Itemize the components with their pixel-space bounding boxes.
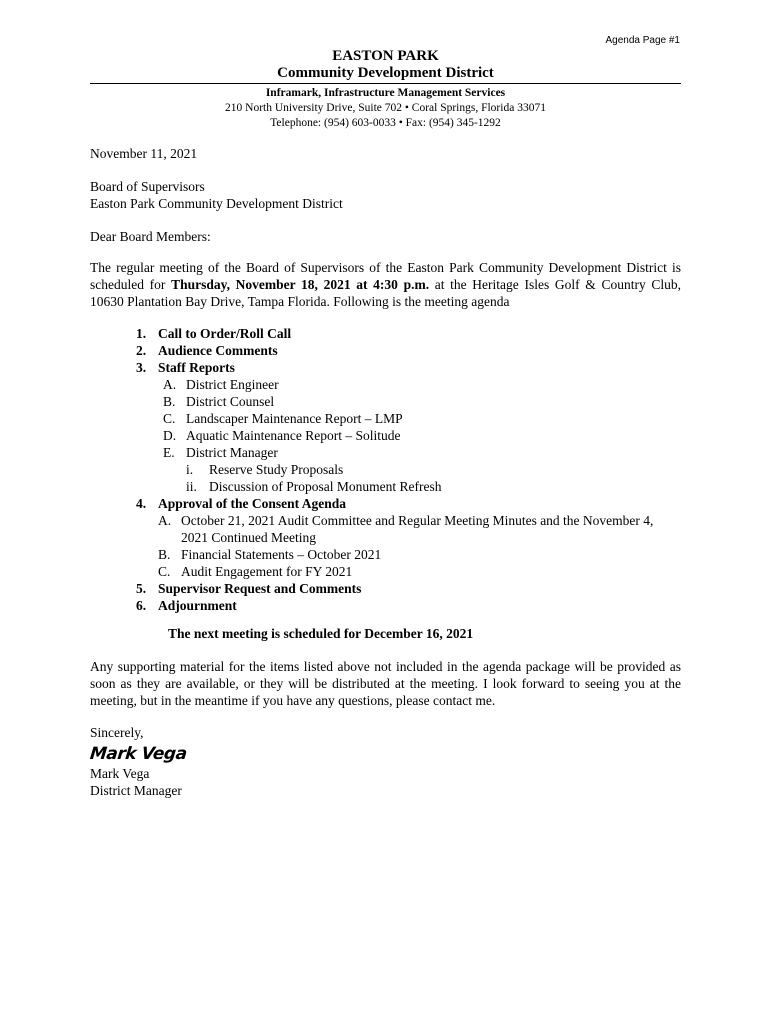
agenda-item [136, 580, 681, 597]
recipient-block [90, 178, 681, 212]
subitem-label: District Manager [186, 445, 278, 460]
closing-block [90, 724, 187, 799]
agenda-item-label: Approval of the Consent Agenda [158, 496, 347, 511]
agenda-item-number: 2. [136, 343, 147, 358]
subitem-letter: A. [163, 377, 177, 392]
agenda-item-label: Supervisor Request and Comments [158, 581, 362, 596]
subitem-letter: B. [158, 547, 171, 562]
subitem-label: Landscaper Maintenance Report – LMP [186, 411, 403, 426]
letterhead-company: Inframark, Infrastructure Management Services [265, 87, 506, 99]
agenda-item-label: Audience Comments [158, 343, 278, 358]
salutation: Dear Board Members: [90, 229, 211, 244]
closing-paragraph: Any supporting material for the items listed above not included in the agenda package will be provided as soon as they are available, or they will be distributed at the meeting. I look forward to seeing you at the meeting, but in the meantime if you have any questions, please contact me. [90, 659, 681, 708]
agenda-subsubitem [136, 461, 681, 478]
letter-date: November 11, 2021 [90, 146, 198, 161]
subitem-letter: C. [158, 564, 171, 579]
intro-text-2: at the Heritage Isles Golf & Country Club, 10630 Plantation Bay Drive, Tampa Florida. Following is the meeting agenda [90, 277, 681, 309]
agenda-subitem [136, 376, 681, 393]
agenda-subitem [136, 444, 681, 461]
subitem-label: Audit Engagement for FY 2021 [181, 564, 353, 579]
subitem-label: District Counsel [186, 394, 275, 409]
agenda-subitem [136, 563, 681, 580]
agenda-item [136, 495, 681, 512]
agenda-list [136, 325, 681, 614]
agenda-item [136, 359, 681, 376]
subitem-letter: E. [163, 445, 175, 460]
subsubitem-label: Discussion of Proposal Monument Refresh [209, 479, 442, 494]
letterhead-phone: Telephone: (954) 603-0033 • Fax: (954) 345-1292 [270, 117, 501, 129]
subsubitem-label: Reserve Study Proposals [209, 462, 344, 477]
signoff: Sincerely, [90, 725, 144, 740]
letterhead-title: EASTON PARK [332, 48, 439, 64]
agenda-item [136, 342, 681, 359]
subitem-letter: D. [163, 428, 177, 443]
subsubitem-number: i. [186, 462, 194, 477]
subitem-letter: B. [163, 394, 176, 409]
recipient-line-2: Easton Park Community Development District [90, 196, 343, 211]
letterhead-address: 210 North University Drive, Suite 702 • Coral Springs, Florida 33071 [225, 102, 546, 114]
letterhead-divider [90, 83, 681, 84]
meeting-datetime: Thursday, November 18, 2021 at 4:30 p.m. [171, 277, 430, 292]
agenda-subitem [136, 427, 681, 444]
intro-text-1: The regular meeting of the Board of Supervisors of the Easton Park Community Development District is scheduled for [90, 260, 681, 292]
agenda-subitem [136, 512, 681, 546]
subitem-label: Aquatic Maintenance Report – Solitude [186, 428, 401, 443]
agenda-subitem [136, 393, 681, 410]
agenda-item-number: 6. [136, 598, 147, 613]
agenda-item [136, 325, 681, 342]
subitem-label: October 21, 2021 Audit Committee and Regular Meeting Minutes and the November 4, 2021 Continued Meeting [181, 513, 654, 545]
agenda-item-number: 3. [136, 360, 147, 375]
agenda-item-number: 1. [136, 326, 147, 341]
signature: Mark Vega [88, 744, 188, 764]
subitem-letter: A. [158, 513, 172, 528]
page-label: Agenda Page #1 [605, 35, 680, 46]
agenda-item-label: Call to Order/Roll Call [158, 326, 292, 341]
letterhead-subtitle: Community Development District [277, 65, 494, 81]
agenda-item-number: 5. [136, 581, 147, 596]
recipient-line-1: Board of Supervisors [90, 179, 205, 194]
subitem-label: District Engineer [186, 377, 279, 392]
letterhead [90, 47, 681, 131]
next-meeting-notice: The next meeting is scheduled for December 16, 2021 [168, 626, 474, 641]
agenda-item-number: 4. [136, 496, 147, 511]
agenda-subitem [136, 546, 681, 563]
agenda-item-label: Staff Reports [158, 360, 235, 375]
agenda-item-label: Adjournment [158, 598, 237, 613]
agenda-subitem [136, 410, 681, 427]
signer-title: District Manager [90, 783, 182, 798]
subitem-letter: C. [163, 411, 176, 426]
signer-name: Mark Vega [90, 766, 150, 781]
agenda-subsubitem [136, 478, 681, 495]
subsubitem-number: ii. [186, 479, 197, 494]
intro-paragraph [90, 259, 681, 310]
agenda-item [136, 597, 681, 614]
subitem-label: Financial Statements – October 2021 [181, 547, 382, 562]
